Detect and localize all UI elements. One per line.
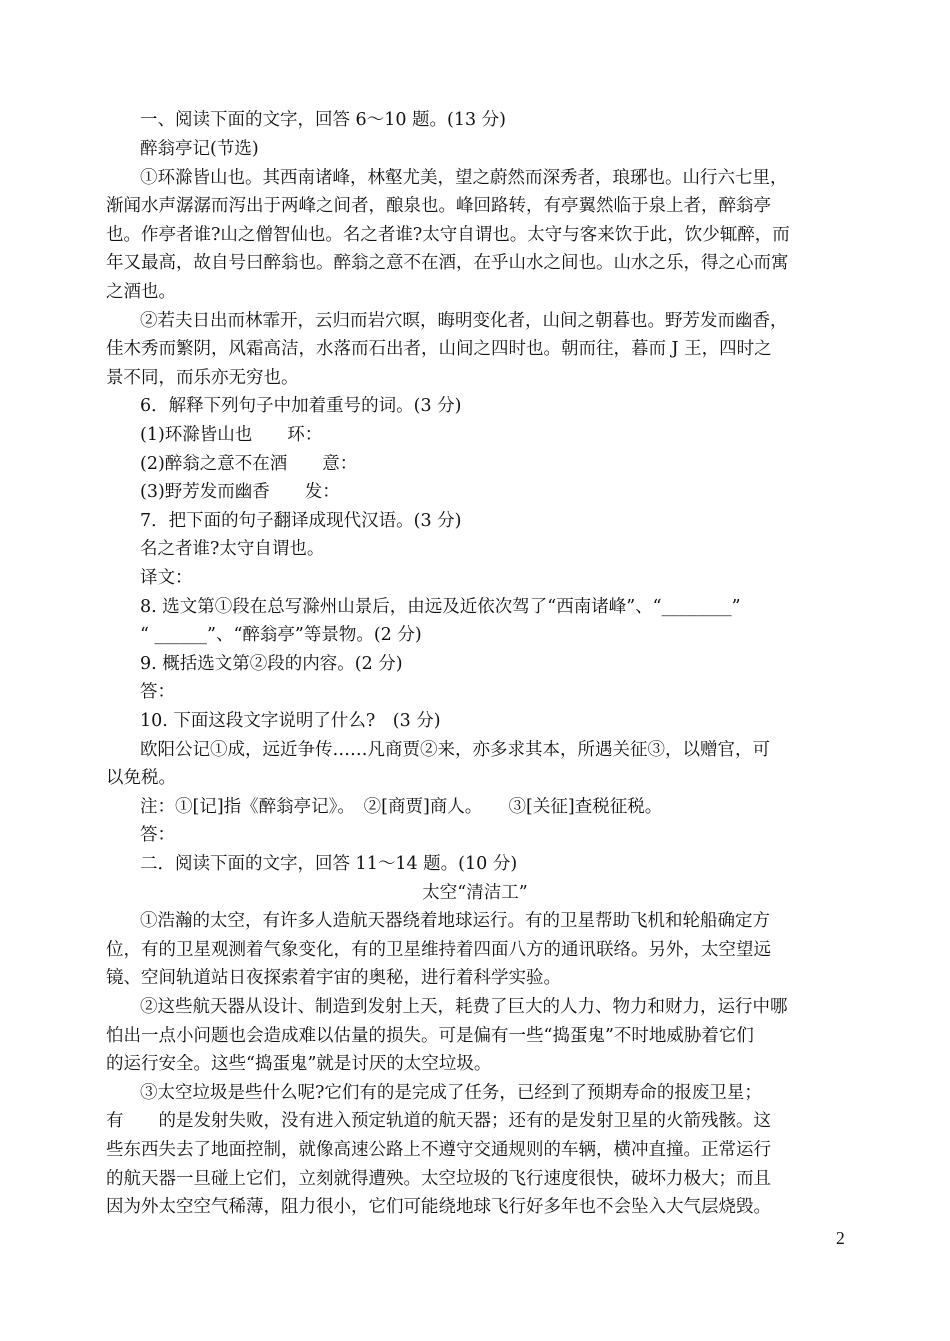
paragraph-line: 也。作亭者谁?山之僧智仙也。名之者谁?太守自谓也。太守与客来饮于此，饮少辄醉，而 (106, 225, 790, 245)
paragraph-line: 的运行安全。这些“捣蛋鬼”就是讨厌的太空垃圾。 (106, 1054, 492, 1074)
paragraph-line: 佳木秀而繁阴，风霜高洁，水落而石出者，山间之四时也。朝而往，暮而 J 王，四时之 (106, 339, 772, 359)
paragraph-line: ③太空垃圾是些什么呢?它们有的是完成了任务，已经到了预期寿命的报废卫星； (140, 1083, 762, 1103)
question-8-cont: “ ______”、“醉翁亭”等景物。(2 分) (140, 625, 422, 645)
paragraph-line: 景不同，而乐亦无穷也。 (106, 368, 299, 388)
question-7: 7．把下面的句子翻译成现代汉语。(3 分) (140, 511, 462, 531)
paragraph-line: 怕出一点小问题也会造成难以估量的损失。可是偏有一些“捣蛋鬼”不时地威胁着它们 (106, 1026, 754, 1046)
translation-label: 译文： (140, 568, 193, 588)
question-6-item-1: (1)环滁皆山也 环： (140, 425, 323, 445)
question-8: 8. 选文第①段在总写滁州山景后，由远及近依次驾了“西南诸峰”、“________” (140, 597, 741, 617)
paragraph-line: ②若夫日出而林霏开，云归而岩穴暝，晦明变化者，山间之朝暮也。野芳发而幽香， (140, 311, 788, 331)
essay-title: 醉翁亭记(节选) (140, 139, 259, 159)
paragraph-line: 有 的是发射失败，没有进入预定轨道的航天器；还有的是发射卫星的火箭残骸。这 (106, 1111, 771, 1131)
paragraph-line: 之酒也。 (106, 282, 176, 302)
question-10-passage: 欧阳公记①成，远近争传……凡商贾②来，亦多求其本，所遇关征③，以赠官，可 (140, 740, 770, 760)
section-one-heading: 一、阅读下面的文字，回答 6～10 题。(13 分) (140, 110, 507, 130)
question-9: 9. 概括选文第②段的内容。(2 分) (140, 654, 403, 674)
paragraph-line: ①浩瀚的太空，有许多人造航天器绕着地球运行。有的卫星帮助飞机和轮船确定方 (140, 911, 770, 931)
paragraph-line: 的航天器一旦碰上它们，立刻就得遭殃。太空垃圾的飞行速度很快，破坏力极大；而且 (106, 1169, 771, 1189)
answer-label: 答： (140, 825, 175, 845)
paragraph-line: 位，有的卫星观测着气象变化，有的卫星维持着四面八方的通讯联络。另外，太空望远 (106, 940, 771, 960)
question-6-item-3: (3)野芳发而幽香 发： (140, 482, 340, 502)
question-10: 10. 下面这段文字说明了什么? (3 分) (140, 711, 441, 731)
answer-label: 答： (140, 682, 175, 702)
section-two-heading: 二．阅读下面的文字，回答 11～14 题。(10 分) (140, 854, 518, 874)
paragraph-line: 渐闻水声潺潺而泻出于两峰之间者，酿泉也。峰回路转，有亭翼然临于泉上者，醉翁亭 (106, 196, 771, 216)
paragraph-line: ②这些航天器从设计、制造到发射上天，耗费了巨大的人力、物力和财力，运行中哪 (140, 997, 788, 1017)
article-title: 太空“清洁工” (422, 883, 528, 903)
paragraph-line: 镜、空间轨道站日夜探索着宇宙的奥秘，进行着科学实验。 (106, 968, 561, 988)
question-7-sentence: 名之者谁?太守自谓也。 (140, 539, 325, 559)
paragraph-line: 些东西失去了地面控制，就像高速公路上不遵守交通规则的车辆，横冲直撞。正常运行 (106, 1140, 771, 1160)
notes-line: 注：①[记]指《醉翁亭记》。 ②[商贾]商人。 ③[关征]查税征税。 (140, 797, 663, 817)
question-10-passage-cont: 以免税。 (106, 768, 176, 788)
question-6-item-2: (2)醉翁之意不在酒 意： (140, 454, 358, 474)
paragraph-line: 年又最高，故自号曰醉翁也。醉翁之意不在酒，在乎山水之间也。山水之乐，得之心而寓 (106, 253, 789, 273)
question-6: 6．解释下列句子中加着重号的词。(3 分) (140, 396, 462, 416)
paragraph-line: ①环滁皆山也。其西南诸峰，林壑尤美，望之蔚然而深秀者，琅琊也。山行六七里， (140, 168, 788, 188)
page-number: 2 (836, 1228, 845, 1248)
paragraph-line: 因为外太空空气稀薄，阻力很小，它们可能绕地球飞行好多年也不会坠入大气层烧毁。 (106, 1197, 771, 1217)
